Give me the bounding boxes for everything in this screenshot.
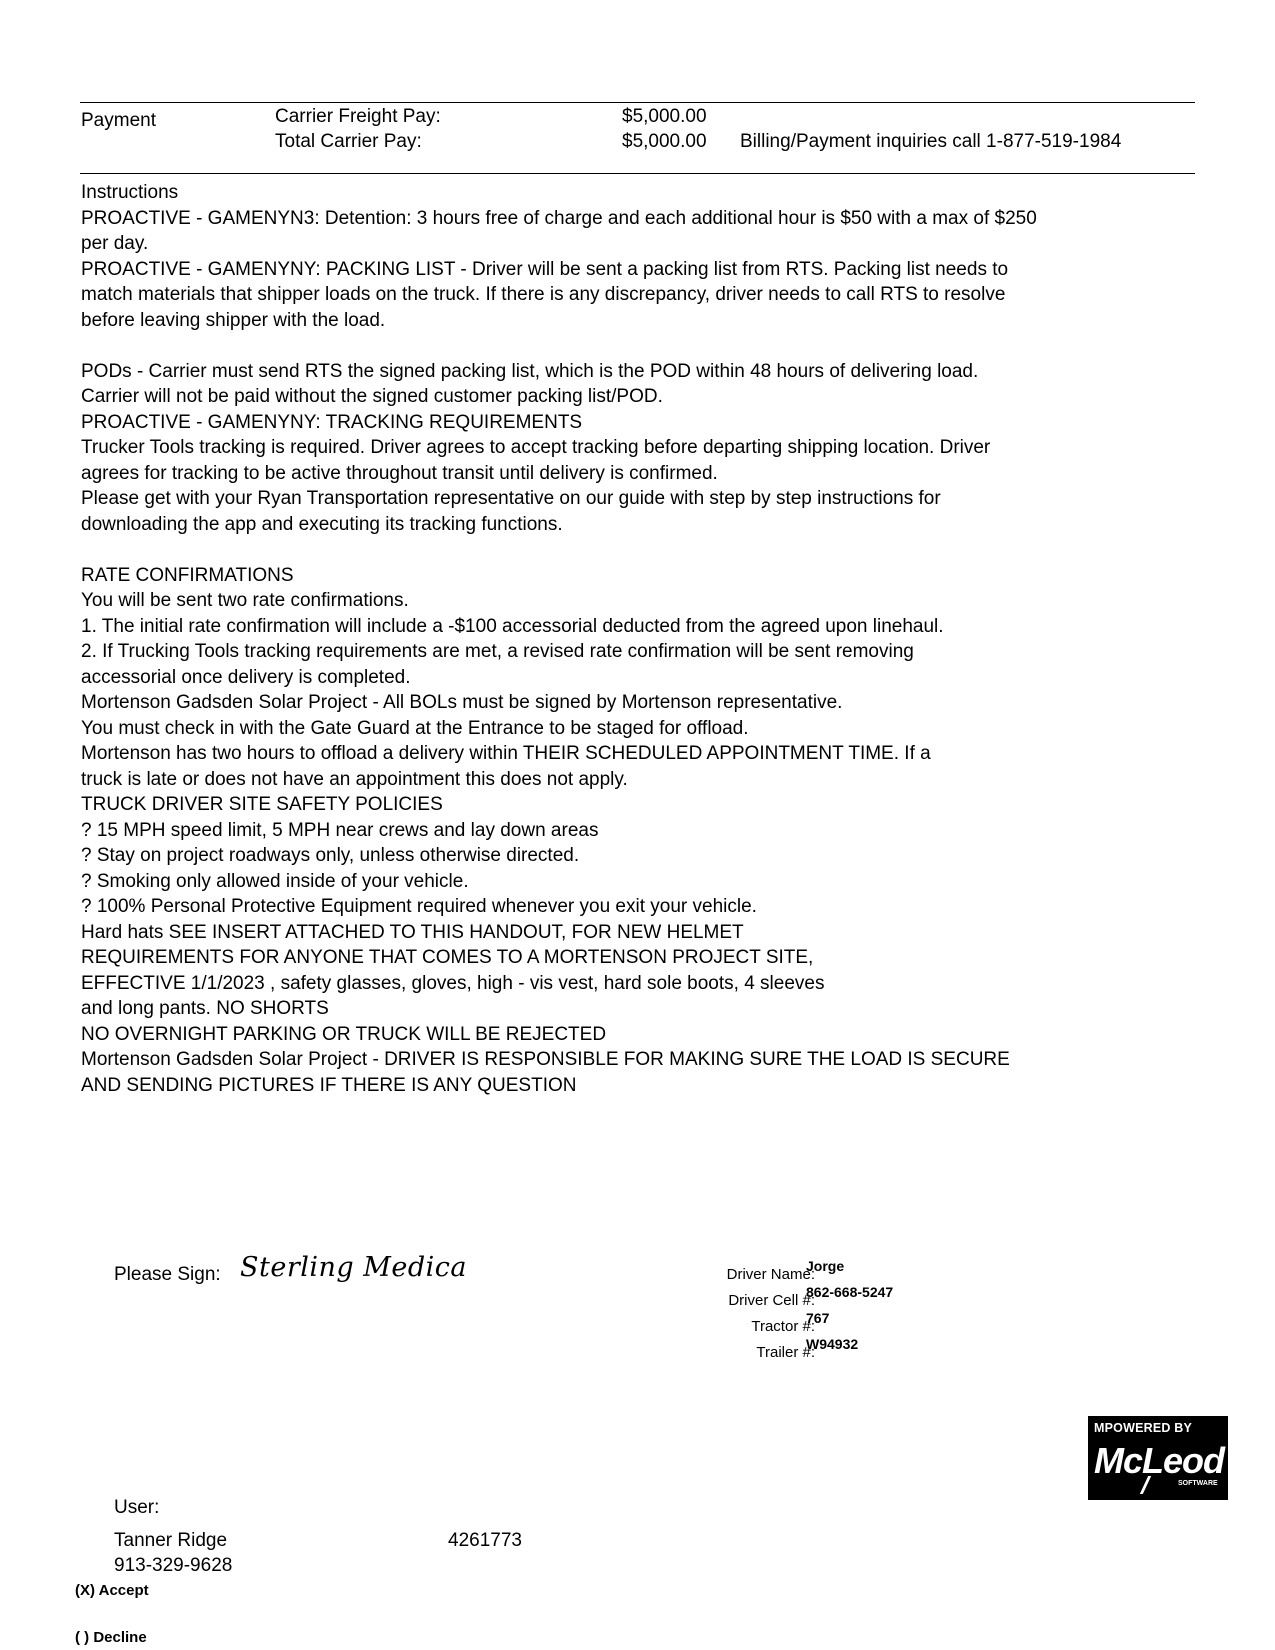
please-sign-label: Please Sign: (114, 1264, 221, 1285)
instruction-line: 1. The initial rate confirmation will include a -$100 accessorial deducted from the agreed upon linehaul. (81, 615, 944, 637)
instruction-line: match materials that shipper loads on the truck. If there is any discrepancy, driver needs to call RTS to resolve (81, 284, 1006, 305)
instruction-line: ? Smoking only allowed inside of your vehicle. (81, 870, 469, 892)
instructions-heading: Instructions (81, 182, 179, 203)
instruction-line: PROACTIVE - GAMENYNY: TRACKING REQUIREMENTS (81, 411, 583, 433)
instruction-line: ? 100% Personal Protective Equipment required whenever you exit your vehicle. (81, 896, 757, 917)
instruction-line: agrees for tracking to be active throughout transit until delivery is confirmed. (81, 462, 718, 484)
instruction-line (81, 333, 1201, 359)
instruction-line: per day. (81, 233, 149, 254)
instruction-line: PROACTIVE - GAMENYN3: Detention: 3 hours free of charge and each additional hour is $50 with a max of $250 (81, 207, 1037, 229)
tractor-label: Tractor #: (751, 1318, 815, 1335)
decline-option: ( ) Decline (75, 1629, 147, 1646)
signature: Sterling Medica (240, 1252, 468, 1283)
instruction-line: Please get with your Ryan Transportation representative on our guide with step by step instructions for (81, 488, 941, 509)
instruction-line: Hard hats SEE INSERT ATTACHED TO THIS HANDOUT, FOR NEW HELMET (81, 921, 744, 943)
instruction-line: accessorial once delivery is completed. (81, 666, 411, 688)
instruction-line: RATE CONFIRMATIONS (81, 564, 294, 586)
instruction-line: before leaving shipper with the load. (81, 309, 386, 331)
user-id: 4261773 (448, 1530, 522, 1551)
total-carrier-pay-value: $5,000.00 (622, 131, 707, 152)
driver-cell-label: Driver Cell #: (728, 1292, 815, 1309)
instruction-line: 2. If Trucking Tools tracking requirements are met, a revised rate confirmation will be sent removing (81, 641, 914, 662)
logo-powered-by: MPOWERED BY (1094, 1421, 1193, 1435)
instruction-line: ? Stay on project roadways only, unless otherwise directed. (81, 845, 580, 866)
instruction-line: PODs - Carrier must send RTS the signed packing list, which is the POD within 48 hours of delivering load. (81, 360, 979, 382)
total-carrier-pay-label: Total Carrier Pay: (275, 131, 422, 152)
instruction-line (81, 537, 1201, 563)
instruction-line: You will be sent two rate confirmations. (81, 590, 409, 611)
instructions-block (81, 180, 1201, 1098)
instruction-line: REQUIREMENTS FOR ANYONE THAT COMES TO A MORTENSON PROJECT SITE, (81, 947, 814, 968)
instruction-line: Mortenson Gadsden Solar Project - DRIVER IS RESPONSIBLE FOR MAKING SURE THE LOAD IS SECURE (81, 1049, 1010, 1070)
logo-brand: McLeod (1094, 1440, 1225, 1481)
instruction-line: TRUCK DRIVER SITE SAFETY POLICIES (81, 794, 443, 815)
instruction-line: AND SENDING PICTURES IF THERE IS ANY QUESTION (81, 1074, 577, 1096)
billing-note: Billing/Payment inquiries call 1-877-519-1984 (740, 131, 1122, 152)
payment-label: Payment (81, 110, 156, 131)
trailer-value: W94932 (806, 1336, 859, 1352)
mcleod-logo (1088, 1416, 1228, 1500)
payment-divider (80, 173, 1195, 174)
instruction-line: truck is late or does not have an appointment this does not apply. (81, 768, 628, 790)
instruction-line: EFFECTIVE 1/1/2023 , safety glasses, gloves, high - vis vest, hard sole boots, 4 sleeves (81, 972, 825, 994)
instruction-line: You must check in with the Gate Guard at the Entrance to be staged for offload. (81, 717, 749, 739)
user-phone: 913-329-9628 (114, 1555, 233, 1576)
instruction-line: and long pants. NO SHORTS (81, 998, 329, 1019)
driver-name-value: Jorge (806, 1258, 845, 1274)
driver-name-label: Driver Name: (726, 1266, 815, 1283)
tractor-value: 767 (806, 1310, 830, 1326)
trailer-label: Trailer #: (756, 1344, 815, 1361)
instruction-line: NO OVERNIGHT PARKING OR TRUCK WILL BE REJECTED (81, 1023, 607, 1045)
accept-option: (X) Accept (75, 1582, 149, 1599)
instruction-line: downloading the app and executing its tracking functions. (81, 513, 563, 535)
instruction-line: Carrier will not be paid without the signed customer packing list/POD. (81, 386, 663, 407)
instruction-line: Mortenson has two hours to offload a delivery within THEIR SCHEDULED APPOINTMENT TIME. If a (81, 743, 931, 764)
instruction-line: PROACTIVE - GAMENYNY: PACKING LIST - Driver will be sent a packing list from RTS. Packing list needs to (81, 258, 1009, 280)
instruction-line: Mortenson Gadsden Solar Project - All BOLs must be signed by Mortenson representative. (81, 692, 843, 713)
user-name: Tanner Ridge (114, 1530, 228, 1551)
logo-software: SOFTWARE (1178, 1480, 1218, 1487)
driver-cell-value: 862-668-5247 (806, 1284, 894, 1300)
user-label: User: (114, 1497, 160, 1518)
instruction-line: Trucker Tools tracking is required. Driver agrees to accept tracking before departing shipping location. Driver (81, 437, 991, 458)
instruction-line: ? 15 MPH speed limit, 5 MPH near crews and lay down areas (81, 819, 599, 841)
carrier-freight-pay-value: $5,000.00 (622, 106, 707, 127)
carrier-freight-pay-label: Carrier Freight Pay: (275, 106, 441, 127)
top-rule (80, 102, 1195, 103)
